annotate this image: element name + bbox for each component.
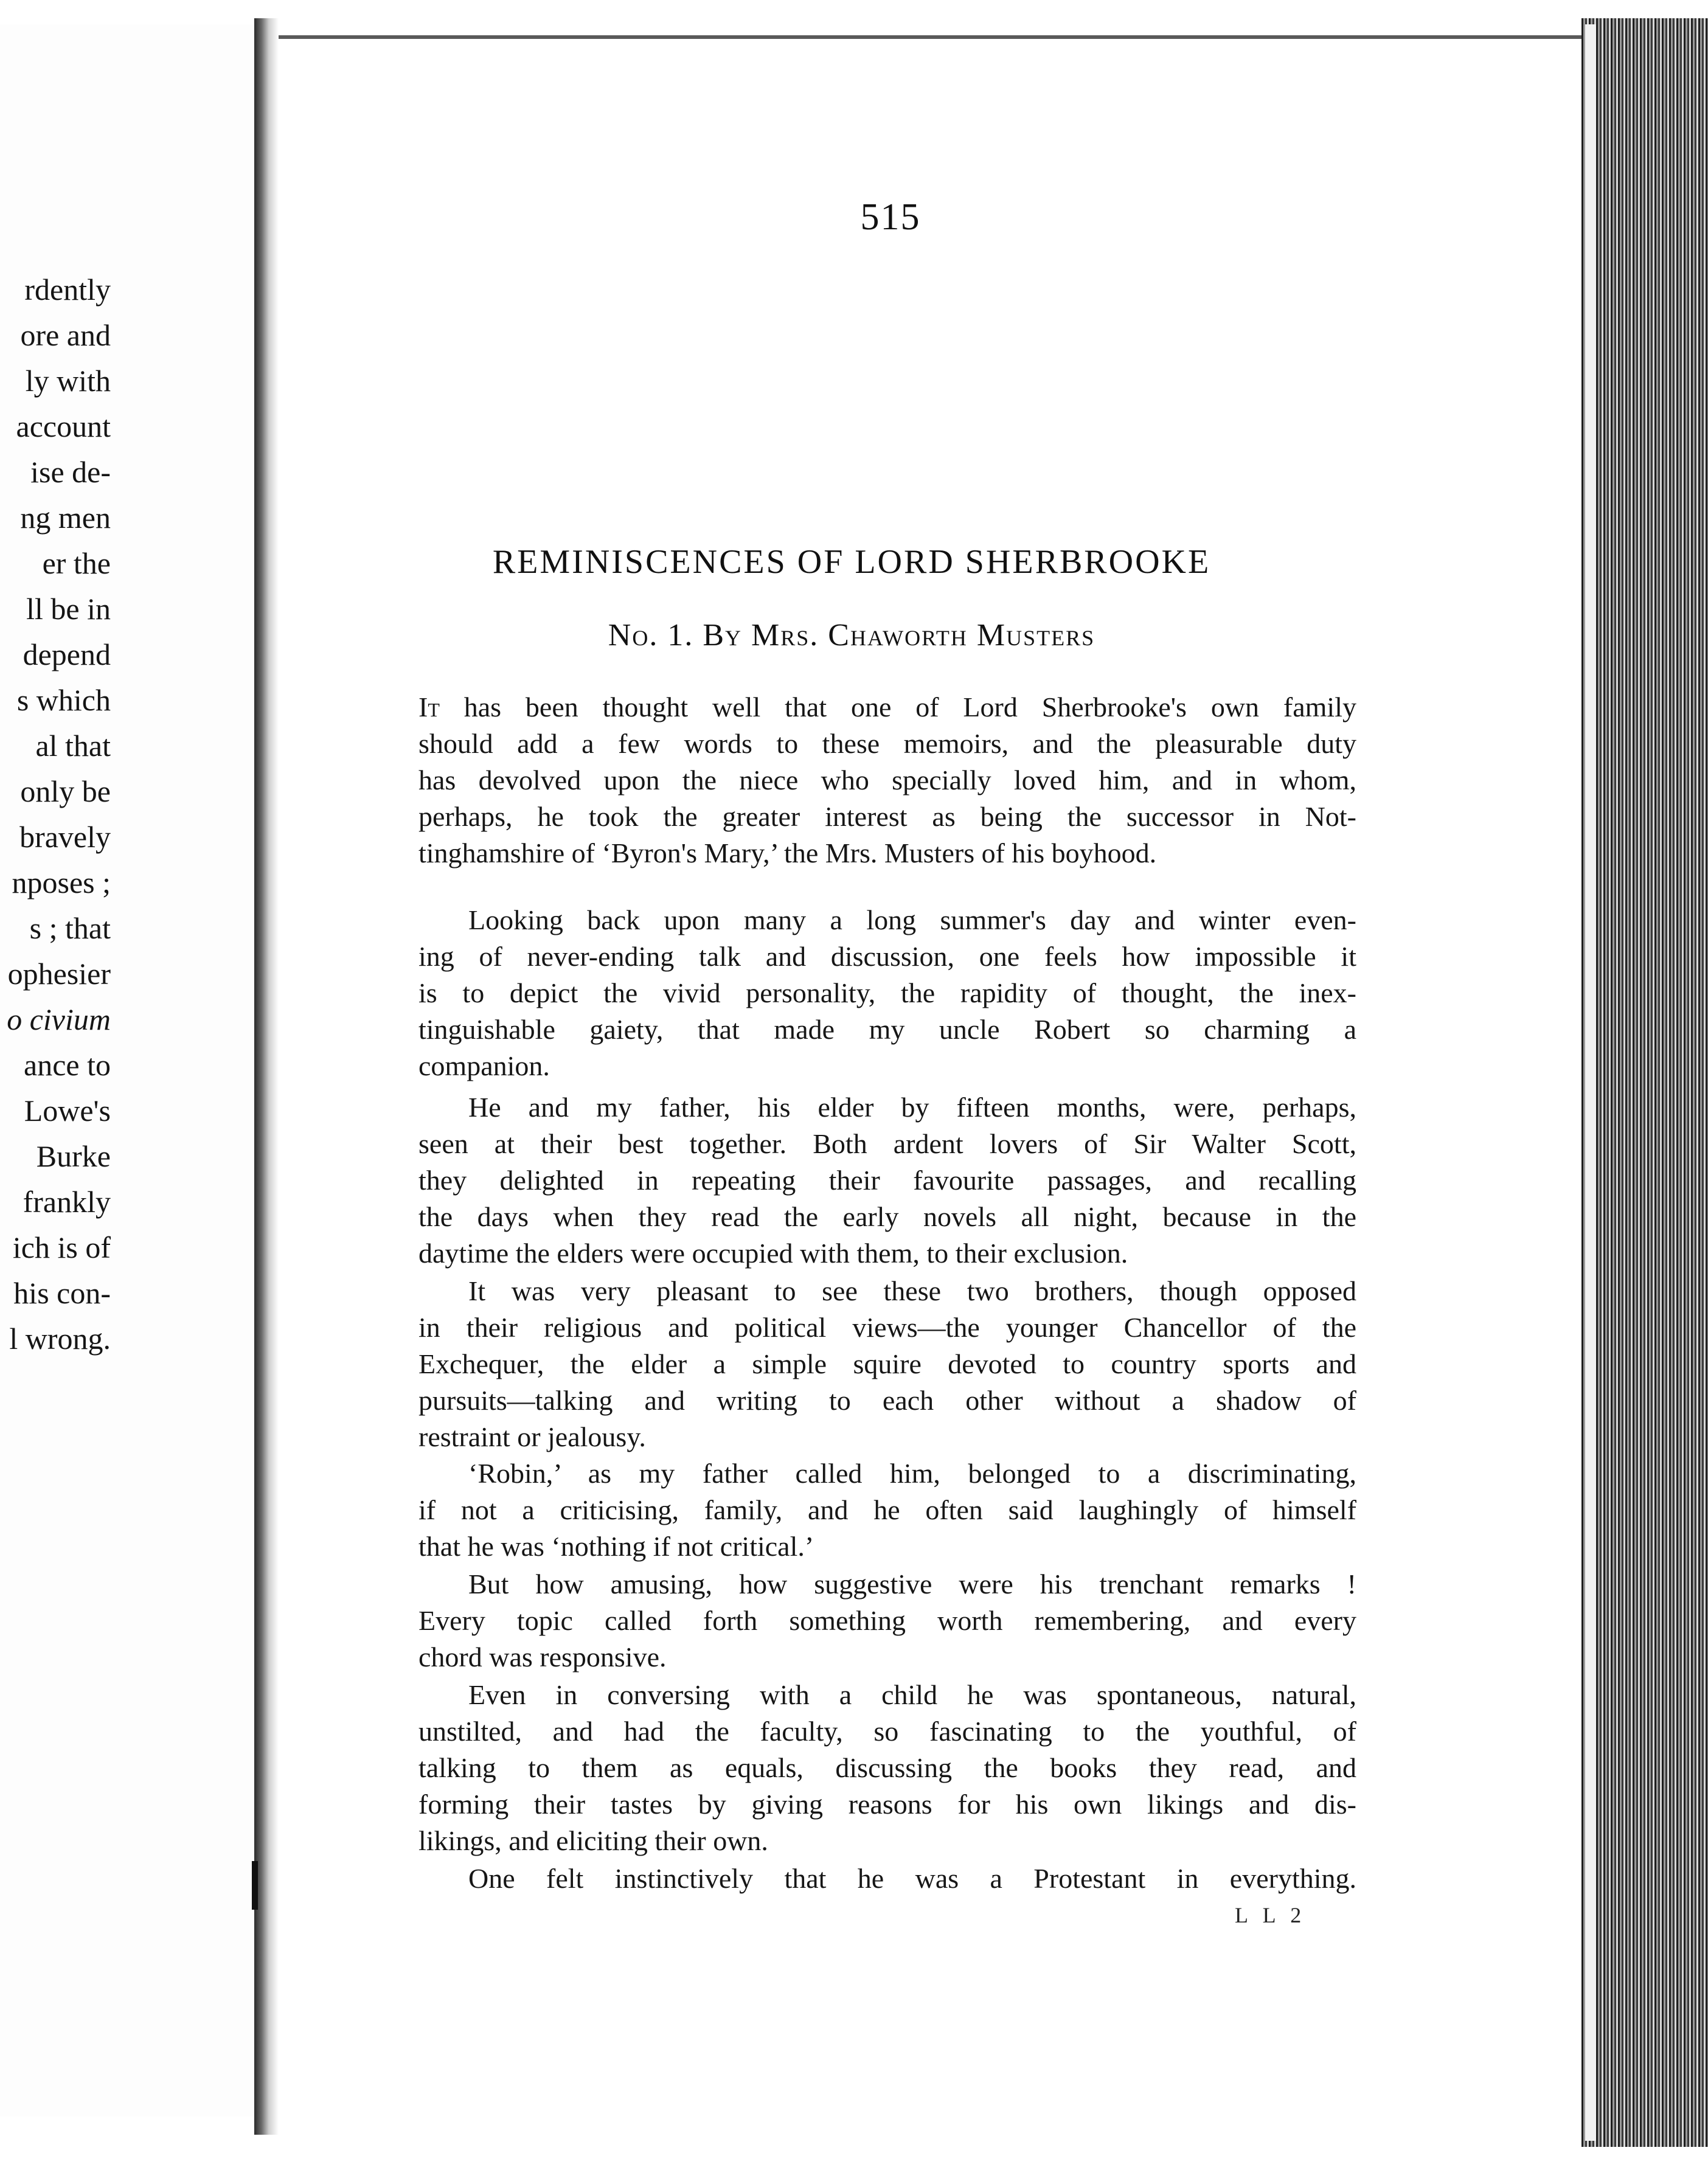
left-page-line: o civium xyxy=(7,1002,111,1036)
body-line: the days when they read the early novels all night, because in the xyxy=(418,1201,1356,1232)
page-number: 515 xyxy=(860,196,921,238)
body-line: in their religious and political views—the younger Chancellor of the xyxy=(418,1312,1356,1343)
left-page-line: ng men xyxy=(20,501,111,535)
book-gutter xyxy=(254,18,279,2135)
left-page-line: Burke xyxy=(36,1139,111,1173)
left-page-line: Lowe's xyxy=(24,1094,111,1128)
body-line: Exchequer, the elder a simple squire devoted to country sports and xyxy=(418,1348,1356,1379)
body-line: forming their tastes by giving reasons for his own likings and dis- xyxy=(418,1789,1356,1820)
left-page-line: account xyxy=(16,409,111,443)
body-line: It was very pleasant to see these two brothers, though opposed xyxy=(468,1275,1356,1306)
body-line: seen at their best together. Both ardent lovers of Sir Walter Scott, xyxy=(418,1128,1356,1159)
left-page-line: s ; that xyxy=(29,911,111,945)
left-page-line: al that xyxy=(35,729,111,763)
left-page-line: bravely xyxy=(19,820,111,854)
gutter-mark xyxy=(252,1861,258,1910)
left-page-line: ance to xyxy=(24,1048,111,1082)
book-page-edges xyxy=(1581,18,1708,2147)
drop-word: It xyxy=(418,692,440,723)
body-line: He and my father, his elder by fifteen months, were, perhaps, xyxy=(468,1092,1356,1123)
left-page-line: ich is of xyxy=(12,1230,111,1264)
body-line: ‘Robin,’ as my father called him, belonged to a discriminating, xyxy=(468,1458,1356,1489)
printer-signature-mark: L L 2 xyxy=(1235,1903,1307,1927)
body-line: Every topic called forth something worth remembering, and every xyxy=(418,1605,1356,1636)
left-page-line: ly with xyxy=(25,364,111,398)
left-page-line: ise de- xyxy=(30,455,111,489)
body-line: chord was responsive. xyxy=(418,1641,667,1673)
body-line: ing of never-ending talk and discussion, one feels how impossible it xyxy=(418,941,1356,972)
body-line: companion. xyxy=(418,1050,550,1081)
body-line: Even in conversing with a child he was spontaneous, natural, xyxy=(468,1679,1356,1710)
body-line: daytime the elders were occupied with them, to their exclusion. xyxy=(418,1238,1128,1269)
left-page-line: s which xyxy=(16,683,111,717)
page-edge-highlight xyxy=(1585,24,1596,2141)
left-page-line: l wrong. xyxy=(9,1322,111,1356)
left-page-line: nposes ; xyxy=(12,865,111,900)
body-line-text: has been thought well that one of Lord Sherbrooke's own family xyxy=(439,692,1356,723)
left-page-line: frankly xyxy=(23,1185,111,1219)
left-page-fragment xyxy=(0,24,262,2116)
body-line: restraint or jealousy. xyxy=(418,1421,646,1452)
body-line: should add a few words to these memoirs, and the pleasurable duty xyxy=(418,728,1356,759)
body-line: that he was ‘nothing if not critical.’ xyxy=(418,1531,814,1562)
body-line: One felt instinctively that he was a Protestant in everything. xyxy=(468,1863,1356,1894)
left-page-line: er the xyxy=(42,546,111,580)
left-page-line: depend xyxy=(23,637,111,671)
article-title: REMINISCENCES OF LORD SHERBROOKE xyxy=(492,543,1211,581)
article-subtitle: No. 1. By Mrs. Chaworth Musters xyxy=(608,618,1095,653)
left-page-line: ore and xyxy=(20,318,111,352)
body-line: But how amusing, how suggestive were his trenchant remarks ! xyxy=(468,1569,1356,1600)
body-line: tinghamshire of ‘Byron's Mary,’ the Mrs. Musters of his boyhood. xyxy=(418,837,1157,868)
body-line: has devolved upon the niece who specially loved him, and in whom, xyxy=(418,764,1356,796)
body-line: if not a criticising, family, and he often said laughingly of himself xyxy=(418,1494,1356,1525)
left-page-line: his con- xyxy=(13,1276,111,1310)
body-line: perhaps, he took the greater interest as being the successor in Not- xyxy=(418,801,1356,832)
body-line: they delighted in repeating their favourite passages, and recalling xyxy=(418,1165,1356,1196)
left-page-line: ophesier xyxy=(7,957,111,991)
left-page-line: only be xyxy=(20,774,111,808)
left-page-line: rdently xyxy=(24,272,111,307)
body-line: unstilted, and had the faculty, so fascinating to the youthful, of xyxy=(418,1716,1356,1747)
left-page-line: ll be in xyxy=(26,592,111,626)
body-line xyxy=(418,689,1356,726)
body-line: talking to them as equals, discussing the books they read, and xyxy=(418,1752,1356,1783)
body-line: likings, and eliciting their own. xyxy=(418,1825,768,1856)
body-line: tinguishable gaiety, that made my uncle Robert so charming a xyxy=(418,1014,1356,1045)
body-line: is to depict the vivid personality, the rapidity of thought, the inex- xyxy=(418,977,1356,1008)
body-line: pursuits—talking and writing to each other without a shadow of xyxy=(418,1385,1356,1416)
body-line: Looking back upon many a long summer's day and winter even- xyxy=(468,904,1356,935)
